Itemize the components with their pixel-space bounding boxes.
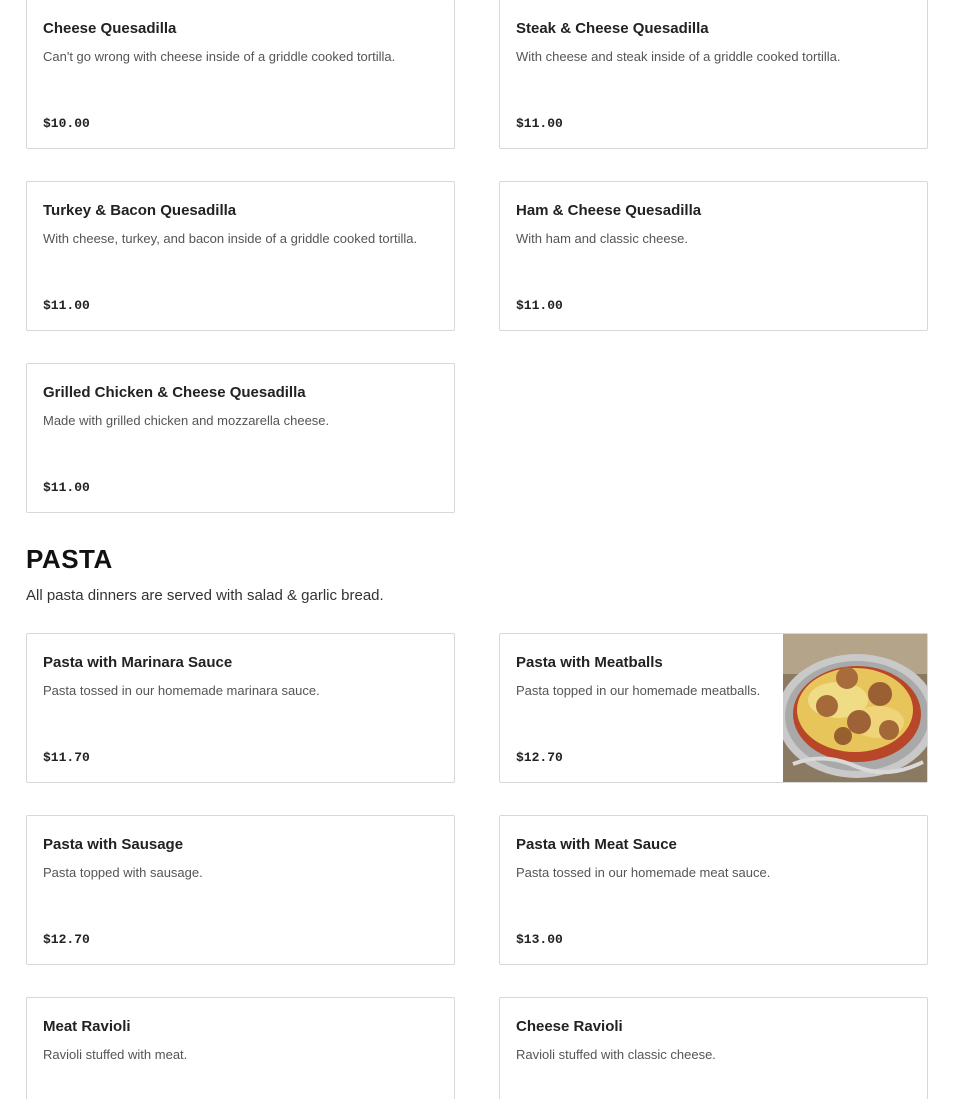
item-name: Pasta with Sausage <box>43 836 184 853</box>
card-body <box>43 20 438 148</box>
card-body <box>43 654 438 782</box>
menu-item-card[interactable] <box>499 997 928 1099</box>
item-price: $10.00 <box>43 116 90 131</box>
card-body <box>516 1018 911 1099</box>
item-description: With cheese and steak inside of a griddle cooked tortilla. <box>516 49 841 64</box>
item-name: Cheese Quesadilla <box>43 20 177 37</box>
meatball-pasta-image <box>783 634 927 782</box>
item-name: Turkey & Bacon Quesadilla <box>43 202 237 219</box>
item-price: $11.00 <box>43 480 90 495</box>
item-description: Pasta tossed in our homemade meat sauce. <box>516 865 771 880</box>
card-body <box>43 836 438 964</box>
card-body <box>43 202 438 330</box>
quesadilla-grid <box>26 0 928 513</box>
item-name: Pasta with Marinara Sauce <box>43 654 233 671</box>
item-name: Pasta with Meatballs <box>516 654 663 671</box>
card-body <box>516 836 911 964</box>
item-description: Pasta topped with sausage. <box>43 865 203 880</box>
item-price: $11.00 <box>43 298 90 313</box>
item-name: Pasta with Meat Sauce <box>516 836 677 853</box>
card-body <box>43 1018 438 1099</box>
item-description: Ravioli stuffed with classic cheese. <box>516 1047 716 1062</box>
menu-item-card[interactable] <box>26 181 455 331</box>
pasta-grid <box>26 633 928 1099</box>
item-name: Meat Ravioli <box>43 1018 131 1035</box>
item-description: With ham and classic cheese. <box>516 231 688 246</box>
menu-item-card[interactable] <box>499 181 928 331</box>
item-price: $12.70 <box>43 932 90 947</box>
item-price: $13.00 <box>516 932 563 947</box>
item-price: $11.00 <box>516 116 563 131</box>
item-price: $11.70 <box>43 750 90 765</box>
menu-item-card[interactable] <box>26 633 455 783</box>
menu-item-card[interactable] <box>26 997 455 1099</box>
item-description: Pasta topped in our homemade meatballs. <box>516 683 761 698</box>
menu-item-card[interactable] <box>26 363 455 513</box>
item-name: Cheese Ravioli <box>516 1018 623 1035</box>
item-name: Ham & Cheese Quesadilla <box>516 202 702 219</box>
item-description: Pasta tossed in our homemade marinara sauce. <box>43 683 320 698</box>
menu-item-card[interactable] <box>499 815 928 965</box>
menu-item-card[interactable] <box>499 633 928 783</box>
item-description: Ravioli stuffed with meat. <box>43 1047 188 1062</box>
section-subtitle: All pasta dinners are served with salad & garlic bread. <box>26 587 384 604</box>
section-title: PASTA <box>26 544 113 574</box>
card-body <box>516 20 911 148</box>
menu-item-card[interactable] <box>26 815 455 965</box>
item-price: $12.70 <box>516 750 563 765</box>
menu-item-card[interactable] <box>499 0 928 149</box>
menu-item-card[interactable] <box>26 0 455 149</box>
item-description: With cheese, turkey, and bacon inside of a griddle cooked tortilla. <box>43 231 418 246</box>
item-name: Grilled Chicken & Cheese Quesadilla <box>43 384 306 401</box>
card-body <box>516 202 911 330</box>
item-description: Can't go wrong with cheese inside of a griddle cooked tortilla. <box>43 49 396 64</box>
food-photo <box>783 634 927 782</box>
item-name: Steak & Cheese Quesadilla <box>516 20 709 37</box>
item-price: $11.00 <box>516 298 563 313</box>
card-body <box>43 384 438 512</box>
item-description: Made with grilled chicken and mozzarella cheese. <box>43 413 330 428</box>
